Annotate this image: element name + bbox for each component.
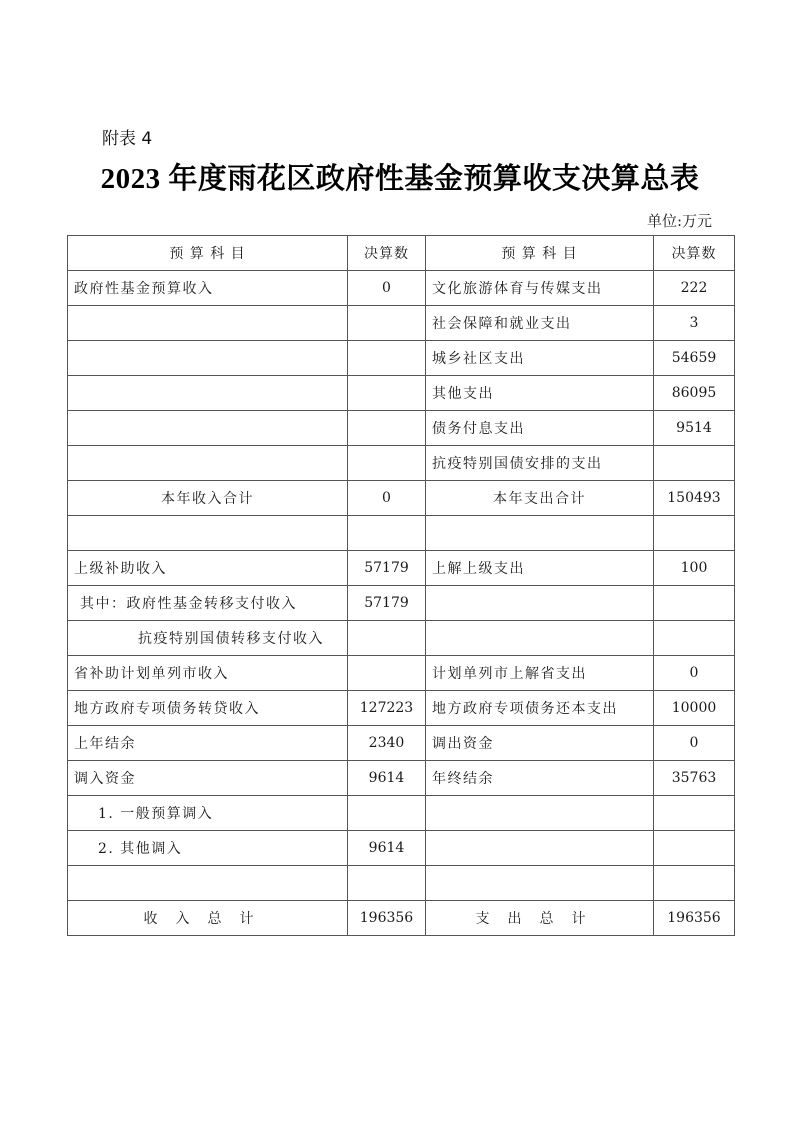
expense-value: 10000 (654, 691, 735, 726)
table-row (68, 411, 735, 446)
expense-value (654, 831, 735, 866)
income-label: 上年结余 (68, 726, 348, 761)
expense-value: 3 (654, 306, 735, 341)
unit-label: 单位:万元 (646, 212, 712, 230)
expense-value (654, 621, 735, 656)
income-value (348, 656, 426, 691)
expense-label (426, 516, 654, 551)
income-label: 省补助计划单列市收入 (68, 656, 348, 691)
expense-total-label: 支出总计 (426, 901, 654, 936)
table-row (68, 516, 735, 551)
expense-value (654, 446, 735, 481)
table-row (68, 306, 735, 341)
income-value (348, 411, 426, 446)
expense-value: 100 (654, 551, 735, 586)
table-row (68, 726, 735, 761)
table-row (68, 796, 735, 831)
expense-label: 文化旅游体育与传媒支出 (426, 271, 654, 306)
expense-value: 0 (654, 726, 735, 761)
income-label: 政府性基金预算收入 (68, 271, 348, 306)
expense-label (426, 586, 654, 621)
income-value (348, 866, 426, 901)
income-value (348, 341, 426, 376)
income-value: 2340 (348, 726, 426, 761)
expense-value: 222 (654, 271, 735, 306)
income-label (68, 516, 348, 551)
income-label (68, 446, 348, 481)
income-label: 上级补助收入 (68, 551, 348, 586)
expense-value: 9514 (654, 411, 735, 446)
income-subtotal-value: 0 (348, 481, 426, 516)
budget-summary-table (67, 235, 735, 936)
income-label (68, 866, 348, 901)
income-label: 2. 其他调入 (68, 831, 348, 866)
expense-label: 抗疫特别国债安排的支出 (426, 446, 654, 481)
expense-label: 调出资金 (426, 726, 654, 761)
table-row (68, 376, 735, 411)
header-income-subject: 预 算 科 目 (68, 236, 348, 271)
expense-label (426, 866, 654, 901)
income-value: 9614 (348, 831, 426, 866)
income-total-label: 收入总计 (68, 901, 348, 936)
expense-value: 54659 (654, 341, 735, 376)
table-row (68, 341, 735, 376)
table-header-row (68, 236, 735, 271)
income-value (348, 376, 426, 411)
expense-subtotal-value: 150493 (654, 481, 735, 516)
income-value: 57179 (348, 586, 426, 621)
table-row-subtotal (68, 481, 735, 516)
table-row (68, 621, 735, 656)
income-label: 调入资金 (68, 761, 348, 796)
header-expense-amount: 决算数 (654, 236, 735, 271)
income-value (348, 796, 426, 831)
expense-label: 上解上级支出 (426, 551, 654, 586)
expense-label (426, 796, 654, 831)
expense-label: 城乡社区支出 (426, 341, 654, 376)
page-title: 2023 年度雨花区政府性基金预算收支决算总表 (100, 163, 700, 195)
table-row (68, 691, 735, 726)
table-row (68, 551, 735, 586)
expense-label (426, 621, 654, 656)
expense-value: 86095 (654, 376, 735, 411)
income-subtotal-label: 本年收入合计 (68, 481, 348, 516)
expense-label: 社会保障和就业支出 (426, 306, 654, 341)
income-label: 其中：政府性基金转移支付收入 (68, 586, 348, 621)
table-row (68, 271, 735, 306)
expense-value: 35763 (654, 761, 735, 796)
table-row-total (68, 901, 735, 936)
expense-label: 地方政府专项债务还本支出 (426, 691, 654, 726)
income-label: 1. 一般预算调入 (68, 796, 348, 831)
expense-value: 0 (654, 656, 735, 691)
income-value: 9614 (348, 761, 426, 796)
table-row (68, 866, 735, 901)
expense-value (654, 796, 735, 831)
income-value (348, 516, 426, 551)
income-value: 0 (348, 271, 426, 306)
income-total-value: 196356 (348, 901, 426, 936)
income-label: 抗疫特别国债转移支付收入 (68, 621, 348, 656)
expense-total-value: 196356 (654, 901, 735, 936)
table-row (68, 586, 735, 621)
expense-subtotal-label: 本年支出合计 (426, 481, 654, 516)
income-value (348, 446, 426, 481)
expense-label: 其他支出 (426, 376, 654, 411)
income-value: 127223 (348, 691, 426, 726)
table-row (68, 446, 735, 481)
table-row (68, 831, 735, 866)
income-value (348, 621, 426, 656)
income-label (68, 306, 348, 341)
income-value (348, 306, 426, 341)
expense-label: 年终结余 (426, 761, 654, 796)
expense-label: 计划单列市上解省支出 (426, 656, 654, 691)
income-label (68, 411, 348, 446)
expense-label: 债务付息支出 (426, 411, 654, 446)
income-value: 57179 (348, 551, 426, 586)
attachment-label: 附表 4 (102, 129, 153, 149)
table-row (68, 761, 735, 796)
income-label (68, 376, 348, 411)
table-row (68, 656, 735, 691)
expense-value (654, 866, 735, 901)
income-label: 地方政府专项债务转贷收入 (68, 691, 348, 726)
header-income-amount: 决算数 (348, 236, 426, 271)
expense-value (654, 516, 735, 551)
expense-value (654, 586, 735, 621)
income-label (68, 341, 348, 376)
header-expense-subject: 预 算 科 目 (426, 236, 654, 271)
expense-label (426, 831, 654, 866)
